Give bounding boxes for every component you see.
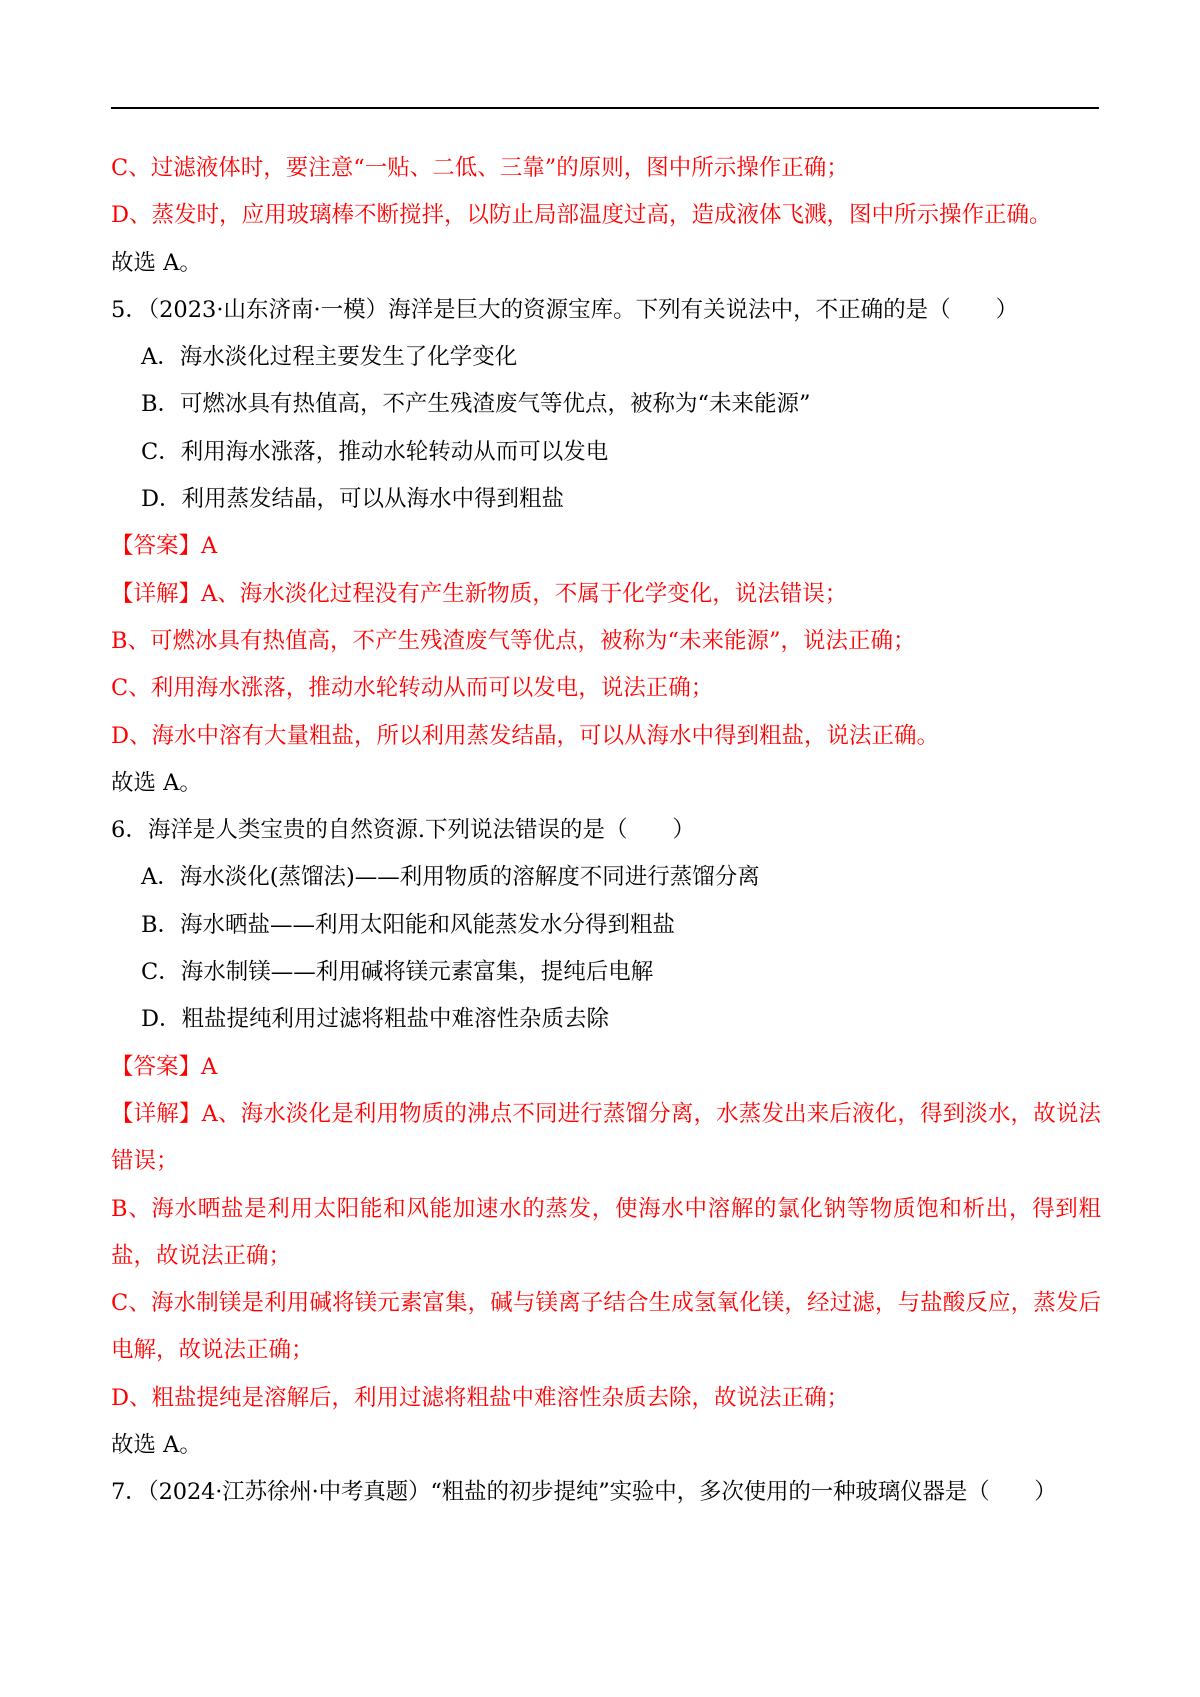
q6-explanation-a: 【详解】A、海水淡化是利用物质的沸点不同进行蒸馏分离，水蒸发出来后液化，得到淡水，故说法错误； <box>111 1100 1101 1175</box>
prev-explanation-d: D、蒸发时，应用玻璃棒不断搅拌，以防止局部温度过高，造成液体飞溅，图中所示操作正确。 <box>111 202 1052 229</box>
q5-option-a: A．海水淡化过程主要发生了化学变化 <box>141 344 518 371</box>
q7-stem: 7．（2024·江苏徐州·中考真题）“粗盐的初步提纯”实验中，多次使用的一种玻璃仪器是（ ） <box>111 1479 1057 1506</box>
q5-option-c: C．利用海水涨落，推动水轮转动从而可以发电 <box>141 438 609 465</box>
q5-option-d: D．利用蒸发结晶，可以从海水中得到粗盐 <box>141 486 565 513</box>
prev-conclusion: 故选 A。 <box>111 249 202 276</box>
q5-explanation-a: 【详解】A、海水淡化过程没有产生新物质，不属于化学变化，说法错误； <box>111 580 848 607</box>
q5-explanation-b: B、可燃冰具有热值高，不产生残渣废气等优点，被称为“未来能源”，说法正确； <box>111 627 916 654</box>
q5-stem: 5．（2023·山东济南·一模）海洋是巨大的资源宝库。下列有关说法中，不正确的是（ ） <box>111 296 1019 323</box>
q6-option-a: A．海水淡化(蒸馏法)——利用物质的溶解度不同进行蒸馏分离 <box>141 864 760 891</box>
q6-explanation-b: B、海水晒盐是利用太阳能和风能加速水的蒸发，使海水中溶解的氯化钠等物质饱和析出，得到粗盐，故说法正确； <box>111 1195 1101 1269</box>
q5-answer: 【答案】A <box>111 533 218 560</box>
q6-conclusion: 故选 A。 <box>111 1432 202 1459</box>
q5-explanation-c: C、利用海水涨落，推动水轮转动从而可以发电，说法正确； <box>111 675 714 702</box>
q6-option-c: C．海水制镁——利用碱将镁元素富集，提纯后电解 <box>141 959 654 986</box>
header-rule <box>111 107 1099 109</box>
q6-stem: 6．海洋是人类宝贵的自然资源.下列说法错误的是（ ） <box>111 817 695 844</box>
document-body <box>111 145 1101 1517</box>
q5-conclusion: 故选 A。 <box>111 769 202 796</box>
q6-explanation-d: D、粗盐提纯是溶解后，利用过滤将粗盐中难溶性杂质去除，故说法正确； <box>111 1384 850 1411</box>
q6-option-d: D．粗盐提纯利用过滤将粗盐中难溶性杂质去除 <box>141 1006 610 1033</box>
q6-explanation-c: C、海水制镁是利用碱将镁元素富集，碱与镁离子结合生成氢氧化镁，经过滤，与盐酸反应，蒸发后电解，故说法正确； <box>111 1290 1101 1364</box>
q5-option-b: B．可燃冰具有热值高，不产生残渣废气等优点，被称为“未来能源” <box>141 391 811 418</box>
q5-explanation-d: D、海水中溶有大量粗盐，所以利用蒸发结晶，可以从海水中得到粗盐，说法正确。 <box>111 722 940 749</box>
q6-answer: 【答案】A <box>111 1053 218 1080</box>
prev-explanation-c: C、过滤液体时，要注意“一贴、二低、三靠”的原则，图中所示操作正确； <box>111 155 849 181</box>
q6-option-b: B．海水晒盐——利用太阳能和风能蒸发水分得到粗盐 <box>141 911 676 938</box>
